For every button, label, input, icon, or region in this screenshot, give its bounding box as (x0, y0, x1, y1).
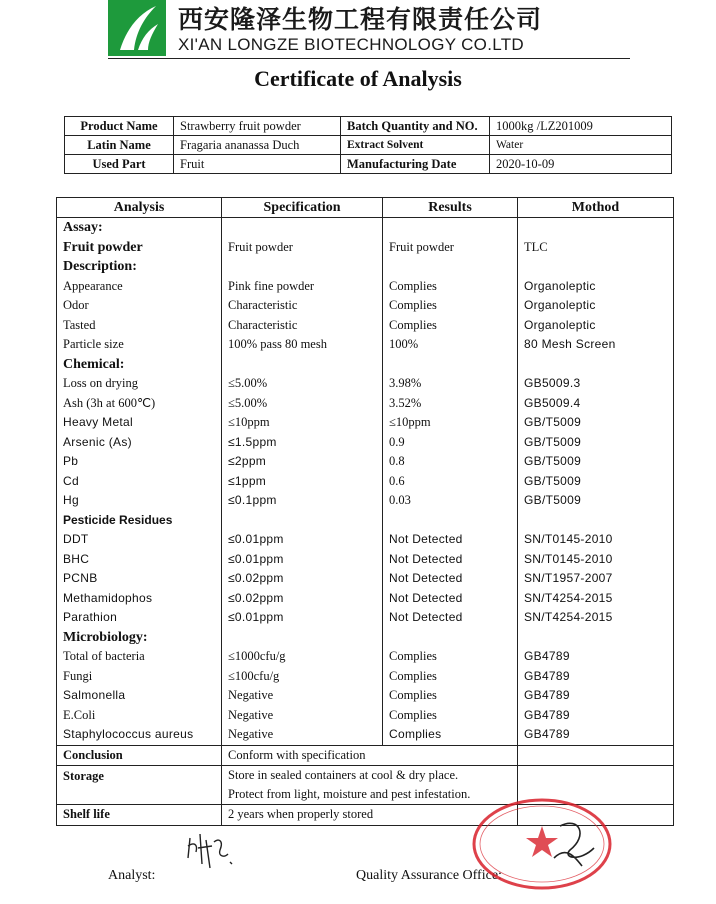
table-row (57, 316, 674, 336)
specification-cell: ≤1000cfu/g (222, 647, 383, 667)
conclusion-label: Conclusion (57, 745, 222, 766)
section-method-empty (518, 628, 674, 648)
specification-cell: ≤0.02ppm (222, 589, 383, 609)
table-row (57, 335, 674, 355)
table-row (57, 608, 674, 628)
result-cell: Complies (383, 725, 518, 745)
result-cell: Complies (383, 296, 518, 316)
section-heading: Pesticide Residues (57, 511, 222, 531)
solvent-label: Extract Solvent (341, 136, 490, 155)
shelf-life-label: Shelf life (57, 805, 222, 826)
specification-cell: Negative (222, 725, 383, 745)
used-part-label: Used Part (65, 155, 174, 174)
specification-cell: ≤0.01ppm (222, 550, 383, 570)
table-row (57, 296, 674, 316)
result-cell: 100% (383, 335, 518, 355)
section-spec-empty (222, 628, 383, 648)
section-result-empty (383, 257, 518, 277)
table-row (57, 394, 674, 414)
analysis-cell: Hg (57, 491, 222, 511)
result-cell: Complies (383, 667, 518, 687)
method-cell: GB/T5009 (518, 491, 674, 511)
result-cell: Complies (383, 686, 518, 706)
result-cell: Not Detected (383, 569, 518, 589)
specification-cell: ≤0.01ppm (222, 530, 383, 550)
section-spec-empty (222, 218, 383, 238)
analyst-label: Analyst: (108, 868, 156, 883)
table-row (57, 413, 674, 433)
header-analysis: Analysis (57, 198, 222, 218)
conclusion-value: Conform with specification (222, 745, 518, 766)
table-row (57, 589, 674, 609)
result-cell: Complies (383, 316, 518, 336)
date-value: 2020-10-09 (490, 155, 672, 174)
analysis-cell: Appearance (57, 277, 222, 297)
table-row (57, 725, 674, 745)
table-row (57, 569, 674, 589)
section-method-empty (518, 355, 674, 375)
specification-cell: Characteristic (222, 296, 383, 316)
specification-cell: ≤0.02ppm (222, 569, 383, 589)
table-row (57, 374, 674, 394)
result-cell: Complies (383, 277, 518, 297)
latin-name-label: Latin Name (65, 136, 174, 155)
section-method-empty (518, 257, 674, 277)
header-results: Results (383, 198, 518, 218)
analysis-cell: E.Coli (57, 706, 222, 726)
section-spec-empty (222, 257, 383, 277)
company-logo (108, 0, 608, 58)
table-row (57, 647, 674, 667)
specification-cell: Characteristic (222, 316, 383, 336)
result-cell: 0.9 (383, 433, 518, 453)
section-spec-empty (222, 355, 383, 375)
table-row (57, 706, 674, 726)
product-name-label: Product Name (65, 117, 174, 136)
shelf-life-value: 2 years when properly stored (222, 805, 518, 826)
section-result-empty (383, 355, 518, 375)
method-cell: SN/T0145-2010 (518, 530, 674, 550)
specification-cell: Negative (222, 686, 383, 706)
specification-cell: Pink fine powder (222, 277, 383, 297)
analysis-cell: Ash (3h at 600℃) (57, 394, 222, 414)
method-cell: GB4789 (518, 686, 674, 706)
logo-mark-icon (108, 0, 166, 56)
method-cell: TLC (518, 238, 674, 258)
analysis-cell: Particle size (57, 335, 222, 355)
result-cell: 0.6 (383, 472, 518, 492)
specification-cell: ≤10ppm (222, 413, 383, 433)
analysis-cell: Fungi (57, 667, 222, 687)
analysis-cell: Fruit powder (57, 238, 222, 258)
specification-cell: ≤0.1ppm (222, 491, 383, 511)
table-row (57, 238, 674, 258)
method-cell: SN/T0145-2010 (518, 550, 674, 570)
section-heading: Assay: (57, 218, 222, 238)
analysis-cell: Parathion (57, 608, 222, 628)
date-label: Manufacturing Date (341, 155, 490, 174)
analyst-signature-icon (184, 828, 248, 872)
specification-cell: Negative (222, 706, 383, 726)
method-cell: 80 Mesh Screen (518, 335, 674, 355)
table-row (57, 277, 674, 297)
method-cell: GB5009.4 (518, 394, 674, 414)
method-cell: Organoleptic (518, 296, 674, 316)
specification-cell: ≤100cfu/g (222, 667, 383, 687)
analysis-cell: Cd (57, 472, 222, 492)
analysis-cell: Odor (57, 296, 222, 316)
specification-cell: ≤5.00% (222, 394, 383, 414)
specification-cell: ≤0.01ppm (222, 608, 383, 628)
table-row (57, 452, 674, 472)
solvent-value: Water (490, 136, 672, 155)
section-heading: Chemical: (57, 355, 222, 375)
analysis-cell: Heavy Metal (57, 413, 222, 433)
method-cell: SN/T4254-2015 (518, 608, 674, 628)
specification-cell: ≤2ppm (222, 452, 383, 472)
result-cell: Fruit powder (383, 238, 518, 258)
table-row (57, 550, 674, 570)
method-cell: Organoleptic (518, 277, 674, 297)
header-specification: Specification (222, 198, 383, 218)
analysis-cell: DDT (57, 530, 222, 550)
product-info-table (64, 116, 672, 174)
method-cell: GB/T5009 (518, 433, 674, 453)
result-cell: 3.52% (383, 394, 518, 414)
specification-cell: ≤1.5ppm (222, 433, 383, 453)
section-heading: Microbiology: (57, 628, 222, 648)
analysis-cell: Total of bacteria (57, 647, 222, 667)
section-result-empty (383, 628, 518, 648)
method-cell: GB4789 (518, 706, 674, 726)
result-cell: Not Detected (383, 589, 518, 609)
table-row (57, 355, 674, 375)
header-divider (108, 58, 630, 59)
method-cell: SN/T4254-2015 (518, 589, 674, 609)
result-cell: Complies (383, 706, 518, 726)
method-cell: SN/T1957-2007 (518, 569, 674, 589)
table-row (57, 667, 674, 687)
specification-cell: 100% pass 80 mesh (222, 335, 383, 355)
storage-label: Storage (57, 766, 222, 805)
result-cell: 0.8 (383, 452, 518, 472)
analysis-cell: Pb (57, 452, 222, 472)
section-heading: Description: (57, 257, 222, 277)
method-cell: GB/T5009 (518, 413, 674, 433)
storage-line-1: Store in sealed containers at cool & dry place. (228, 768, 459, 782)
header-method: Mothod (518, 198, 674, 218)
latin-name-value: Fragaria ananassa Duch (174, 136, 341, 155)
analysis-cell: Arsenic (As) (57, 433, 222, 453)
specification-cell: ≤5.00% (222, 374, 383, 394)
table-row (57, 491, 674, 511)
analysis-cell: Loss on drying (57, 374, 222, 394)
section-spec-empty (222, 511, 383, 531)
table-row (57, 628, 674, 648)
analysis-cell: Staphylococcus aureus (57, 725, 222, 745)
analysis-cell: Salmonella (57, 686, 222, 706)
analysis-cell: BHC (57, 550, 222, 570)
section-method-empty (518, 511, 674, 531)
method-cell: GB/T5009 (518, 472, 674, 492)
table-row (57, 686, 674, 706)
used-part-value: Fruit (174, 155, 341, 174)
analysis-table (56, 197, 674, 826)
analysis-cell: Tasted (57, 316, 222, 336)
table-row (57, 433, 674, 453)
result-cell: Complies (383, 647, 518, 667)
method-cell: GB4789 (518, 647, 674, 667)
table-row (57, 530, 674, 550)
table-row (57, 472, 674, 492)
table-row (57, 257, 674, 277)
section-result-empty (383, 511, 518, 531)
result-cell: ≤10ppm (383, 413, 518, 433)
specification-cell: ≤1ppm (222, 472, 383, 492)
company-name-en: XI'AN LONGZE BIOTECHNOLOGY CO.LTD (178, 35, 524, 54)
method-cell: GB4789 (518, 725, 674, 745)
result-cell: Not Detected (383, 530, 518, 550)
method-cell: GB4789 (518, 667, 674, 687)
qa-office-label: Quality Assurance Office: (356, 868, 502, 883)
analysis-cell: Methamidophos (57, 589, 222, 609)
method-cell: GB5009.3 (518, 374, 674, 394)
table-row (57, 218, 674, 238)
company-seal-icon (470, 796, 614, 892)
analysis-cell: PCNB (57, 569, 222, 589)
result-cell: 3.98% (383, 374, 518, 394)
section-result-empty (383, 218, 518, 238)
result-cell: Not Detected (383, 550, 518, 570)
product-name-value: Strawberry fruit powder (174, 117, 341, 136)
company-name-cn: 西安隆泽生物工程有限责任公司 (178, 5, 543, 34)
conclusion-empty (518, 745, 674, 766)
page-title: Certificate of Analysis (254, 66, 462, 91)
method-cell: Organoleptic (518, 316, 674, 336)
result-cell: 0.03 (383, 491, 518, 511)
batch-label: Batch Quantity and NO. (341, 117, 490, 136)
batch-value: 1000kg /LZ201009 (490, 117, 672, 136)
specification-cell: Fruit powder (222, 238, 383, 258)
storage-line-2: Protect from light, moisture and pest infestation. (228, 787, 471, 801)
table-row (57, 511, 674, 531)
result-cell: Not Detected (383, 608, 518, 628)
method-cell: GB/T5009 (518, 452, 674, 472)
section-method-empty (518, 218, 674, 238)
